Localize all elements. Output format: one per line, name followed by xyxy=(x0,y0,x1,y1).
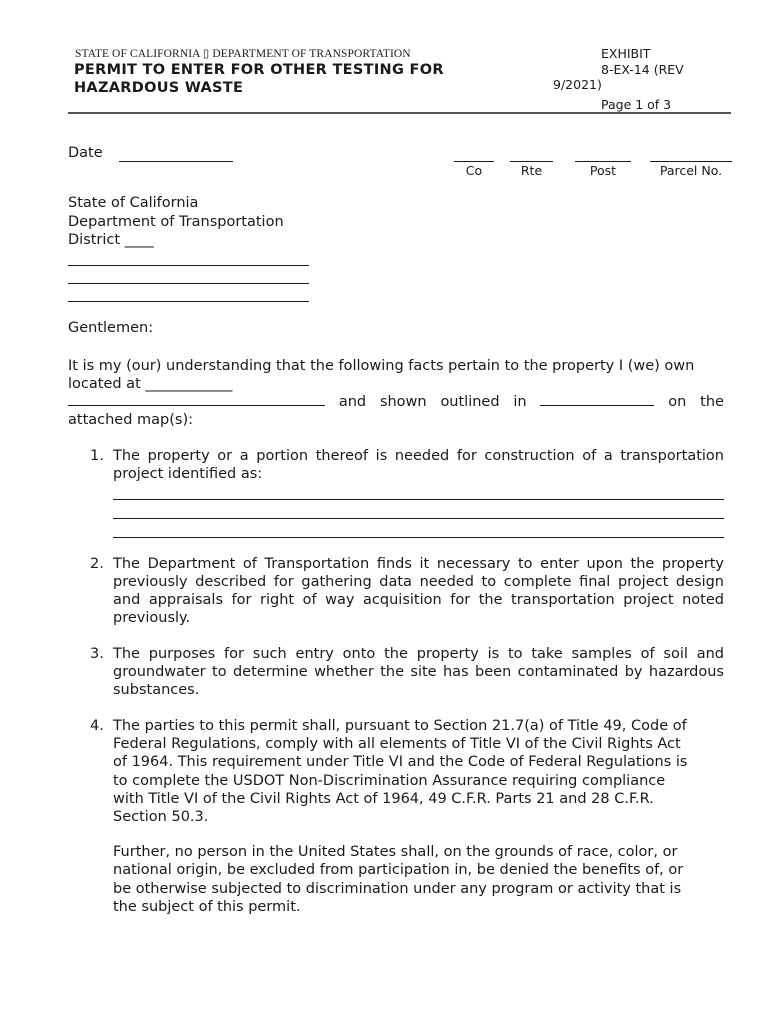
date-field[interactable] xyxy=(119,161,233,162)
project-blank-3[interactable] xyxy=(113,537,724,538)
post-field[interactable] xyxy=(575,161,631,162)
header-divider xyxy=(68,112,731,114)
intro-paragraph xyxy=(68,357,724,429)
list-number-2: 2. xyxy=(90,556,104,572)
intro-line-4: attached map(s): xyxy=(68,412,194,428)
list-text-4-line-6: Section 50.3. xyxy=(113,809,209,826)
address-line-state: State of California xyxy=(68,195,199,211)
page-number: Page 1 of 3 xyxy=(601,97,672,112)
list-text-2: The Department of Transportation finds it necessary to enter upon the property previously described for gathering data needed to complete final project design and appraisals for right of way acquisition for the transportation project noted previously. xyxy=(113,556,724,626)
parcel-no-field[interactable] xyxy=(650,161,732,162)
intro-line-3 xyxy=(68,393,724,411)
list-text-4-line-4: to complete the USDOT Non-Discrimination Assurance requiring compliance xyxy=(113,772,666,789)
list-text-1: The property or a portion thereof is needed for construction of a transportation project identified as: xyxy=(113,448,724,482)
list-text-4-line-2: Federal Regulations, comply with all elements of Title VI of the Civil Rights Act xyxy=(113,736,681,753)
list-number-3: 3. xyxy=(90,646,104,662)
date-label: Date xyxy=(68,145,103,161)
address-line-department: Department of Transportation xyxy=(68,213,284,230)
list-item-4 xyxy=(90,717,724,916)
intro-line-1: It is my (our) understanding that the following facts pertain to the property I (we) own xyxy=(68,358,695,374)
further-line-2: national origin, be excluded from participation in, be denied the benefits of, or xyxy=(113,862,684,879)
rte-label: Rte xyxy=(520,163,543,178)
form-title-line2: HAZARDOUS WASTE xyxy=(74,80,244,96)
further-line-1: Further, no person in the United States shall, on the grounds of race, color, or xyxy=(113,844,678,861)
list-item-3 xyxy=(90,645,724,699)
address-line-district: District ____ xyxy=(68,232,154,248)
intro-word-shown: shown xyxy=(379,394,427,410)
intro-line-2: located at ____________ xyxy=(68,376,233,392)
address-blank-3[interactable] xyxy=(68,301,309,302)
intro-word-in: in xyxy=(513,394,527,410)
form-title xyxy=(74,61,444,97)
location-blank[interactable] xyxy=(68,393,325,406)
further-line-3: be otherwise subjected to discrimination under any program or activity that is xyxy=(113,880,682,897)
parcel-no-label: Parcel No. xyxy=(659,163,723,178)
list-number-4: 4. xyxy=(90,718,104,734)
map-reference-blank[interactable] xyxy=(540,393,654,406)
agency-name: STATE OF CALIFORNIA ▯ DEPARTMENT OF TRANSPORTATION xyxy=(75,48,411,60)
list-item-1 xyxy=(90,447,724,483)
intro-word-on: on xyxy=(668,394,687,410)
project-blank-1[interactable] xyxy=(113,499,724,500)
exhibit-number xyxy=(553,46,713,93)
list-text-4 xyxy=(113,717,724,916)
list-text-4-line-3: of 1964. This requirement under Title VI and the Code of Federal Regulations is xyxy=(113,754,688,771)
salutation: Gentlemen: xyxy=(68,320,154,336)
list-number-1: 1. xyxy=(90,448,104,464)
rte-field[interactable] xyxy=(510,161,553,162)
exhibit-revision: 9/2021) xyxy=(553,77,602,92)
address-blank-1[interactable] xyxy=(68,265,309,266)
form-title-line1: PERMIT TO ENTER FOR OTHER TESTING FOR xyxy=(74,62,444,78)
post-label: Post xyxy=(589,163,617,178)
list-item-2 xyxy=(90,555,724,627)
intro-word-the: the xyxy=(700,394,724,410)
list-text-4-line-5: with Title VI of the Civil Rights Act of 1964, 49 C.F.R. Parts 21 and 28 C.F.R. xyxy=(113,790,654,807)
project-blank-2[interactable] xyxy=(113,518,724,519)
list-text-3: The purposes for such entry onto the property is to take samples of soil and groundwater to determine whether the site has been contaminated by hazardous substances. xyxy=(113,646,724,698)
intro-word-outlined: outlined xyxy=(440,394,500,410)
list-text-4-line-1: The parties to this permit shall, pursuant to Section 21.7(a) of Title 49, Code of xyxy=(113,718,687,734)
further-line-4: the subject of this permit. xyxy=(113,898,301,915)
co-field[interactable] xyxy=(454,161,494,162)
exhibit-code: 8-EX-14 (REV xyxy=(601,61,684,77)
exhibit-label: EXHIBIT xyxy=(601,46,651,61)
recipient-address xyxy=(68,194,284,250)
co-label: Co xyxy=(465,163,483,178)
address-blank-2[interactable] xyxy=(68,283,309,284)
intro-word-and: and xyxy=(338,394,367,410)
